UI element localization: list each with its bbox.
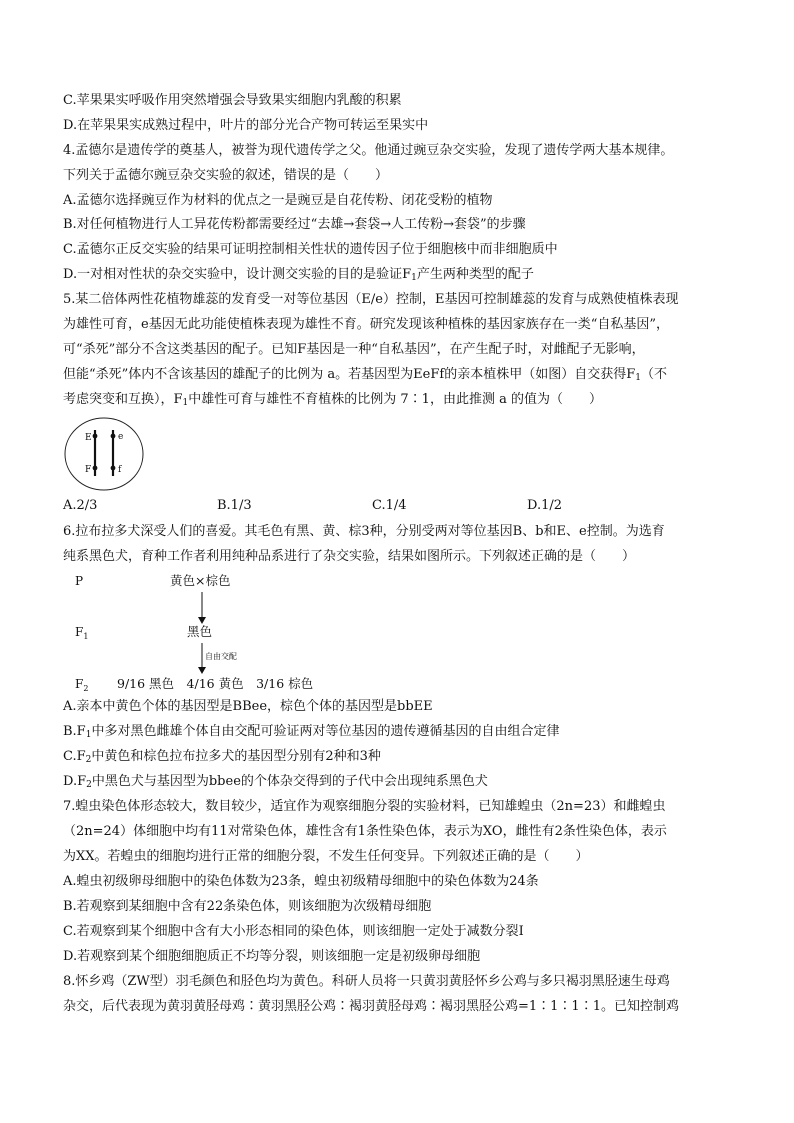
q6-stem-1: 6.拉布拉多犬深受人们的喜爱。其毛色有黑、黄、棕3种，分别受两对等位基因B、b和E、e控制。为选育 [63, 524, 665, 539]
q5-option-b: B.1/3 [217, 498, 252, 513]
q6-stem-2: 纯系黑色犬，育种工作者利用纯种品系进行了杂交实验，结果如图所示。下列叙述正确的是（ ） [63, 549, 636, 564]
q4-stem-1: 4.孟德尔是遗传学的奠基人，被誉为现代遗传学之父。他通过豌豆杂交实验，发现了遗传学两大基本规律。 [63, 143, 674, 158]
q7-option-d: D.若观察到某个细胞细胞质正不均等分裂，则该细胞一定是初级卵母细胞 [63, 949, 481, 964]
arrow-note: 自由交配 [205, 652, 237, 661]
f1-generation-label: $F_1$ [75, 625, 89, 641]
label-e: e [118, 432, 124, 442]
q5-stem-4: 但能“杀死”体内不含该基因的雄配子的比例为 a。若基因型为EeFf的亲本植株甲（如图）自交获得$F_1$（不 [63, 367, 667, 383]
q6-option-d: $D.F_2$中黑色犬与基因型为bbee的个体杂交得到的子代中会出现纯系黑色犬 [63, 774, 488, 790]
q4-option-c: C.孟德尔正反交实验的结果可证明控制相关性状的遗传因子位于细胞核中而非细胞质中 [63, 242, 558, 257]
q7-stem-3: 为XX。若蝗虫的细胞均进行正常的细胞分裂，不发生任何变异。下列叙述正确的是（ ） [63, 849, 589, 864]
q7-option-c: C.若观察到某个细胞中含有大小形态相同的染色体，则该细胞一定处于减数分裂Ⅰ [63, 924, 524, 939]
p-generation-label: P [75, 574, 84, 588]
q7-stem-2: （2n=24）体细胞中均有11对常染色体，雄性含有1条性染色体，表示为XO，雌性有2条性染色体，表示 [63, 824, 667, 839]
locus-e-left [93, 434, 98, 439]
q4-option-a: A.孟德尔选择豌豆作为材料的优点之一是豌豆是自花传粉、闭花受粉的植物 [63, 193, 493, 208]
label-E: E [85, 433, 92, 443]
chromosome-figure [63, 416, 145, 492]
arrow-head-1 [198, 617, 206, 624]
q8-stem-2: 杂交，后代表现为黄羽黄胫母鸡∶黄羽黑胫公鸡∶褐羽黄胫母鸡∶褐羽黑胫公鸡=1∶1∶1∶1。已知控制鸡 [63, 999, 679, 1014]
q4-option-d: D.一对相对性状的杂交实验中，设计测交实验的目的是验证$F_1$产生两种类型的配子 [63, 267, 534, 283]
q4-stem-2: 下列关于孟德尔豌豆杂交实验的叙述，错误的是（ ） [63, 168, 389, 183]
q6-option-c: $C.F_2$中黄色和棕色拉布拉多犬的基因型分别有2种和3种 [63, 749, 381, 765]
arrow-head-2 [198, 667, 206, 674]
line-q3-d: D.在苹果果实成熟过程中，叶片的部分光合产物可转运至果实中 [63, 118, 429, 133]
q6-option-b: $B.F_1$中多对黑色雌雄个体自由交配可验证两对等位基因的遗传遵循基因的自由组合定律 [63, 724, 560, 740]
q5-stem-3: 可“杀死”部分不含这类基因的配子。已知F基因是一种“自私基因”，在产生配子时，对雌配子无影响， [63, 342, 645, 357]
q5-option-a: A.2/3 [63, 498, 98, 513]
q5-options [63, 498, 703, 516]
locus-f-right [111, 466, 116, 471]
cross-diagram [63, 568, 363, 696]
q8-stem-1: 8.怀乡鸡（ZW型）羽毛颜色和胫色均为黄色。科研人员将一只黄羽黄胫怀乡公鸡与多只褐羽黑胫速生母鸡 [63, 974, 670, 989]
q5-stem-2: 为雄性可育，e基因无此功能使植株表现为雄性不育。研究发现该种植株的基因家族存在一类“自私基因”， [63, 317, 669, 332]
q7-stem-1: 7.蝗虫染色体形态较大，数目较少，适宜作为观察细胞分裂的实验材料，已知雄蝗虫（2n=23）和雌蝗虫 [63, 799, 666, 814]
locus-e-right [111, 434, 116, 439]
label-f: f [118, 465, 122, 475]
f2-generation-label: $F_2$ [75, 677, 89, 693]
f1-phenotype: 黑色 [187, 624, 213, 639]
q5-stem-1: 5.某二倍体两性花植物雄蕊的发育受一对等位基因（E/e）控制，E基因可控制雄蕊的发育与成熟使植株表现 [63, 292, 679, 307]
q4-option-b: B.对任何植物进行人工异花传粉都需要经过“去雄→套袋→人工传粉→套袋”的步骤 [63, 217, 526, 232]
label-F: F [85, 465, 92, 475]
line-q3-c: C.苹果果实呼吸作用突然增强会导致果实细胞内乳酸的积累 [63, 93, 402, 108]
q6-option-a: A.亲本中黄色个体的基因型是BBee，棕色个体的基因型是bbEE [63, 699, 433, 714]
cell-outline [65, 418, 143, 490]
parents-cross: 黄色×棕色 [170, 573, 231, 588]
q5-option-c: C.1/4 [372, 498, 407, 513]
q5-stem-5: 考虑突变和互换），$F_1$中雄性可育与雄性不育植株的比例为 7∶1，由此推测 a 的值为（ ） [63, 392, 602, 408]
locus-f-left [93, 466, 98, 471]
q5-option-d: D.1/2 [527, 498, 563, 513]
q7-option-a: A.蝗虫初级卵母细胞中的染色体数为23条，蝗虫初级精母细胞中的染色体数为24条 [63, 874, 539, 889]
f2-results: 9/16 黑色 4/16 黄色 3/16 棕色 [117, 676, 314, 691]
q7-option-b: B.若观察到某细胞中含有22条染色体，则该细胞为次级精母细胞 [63, 899, 432, 914]
